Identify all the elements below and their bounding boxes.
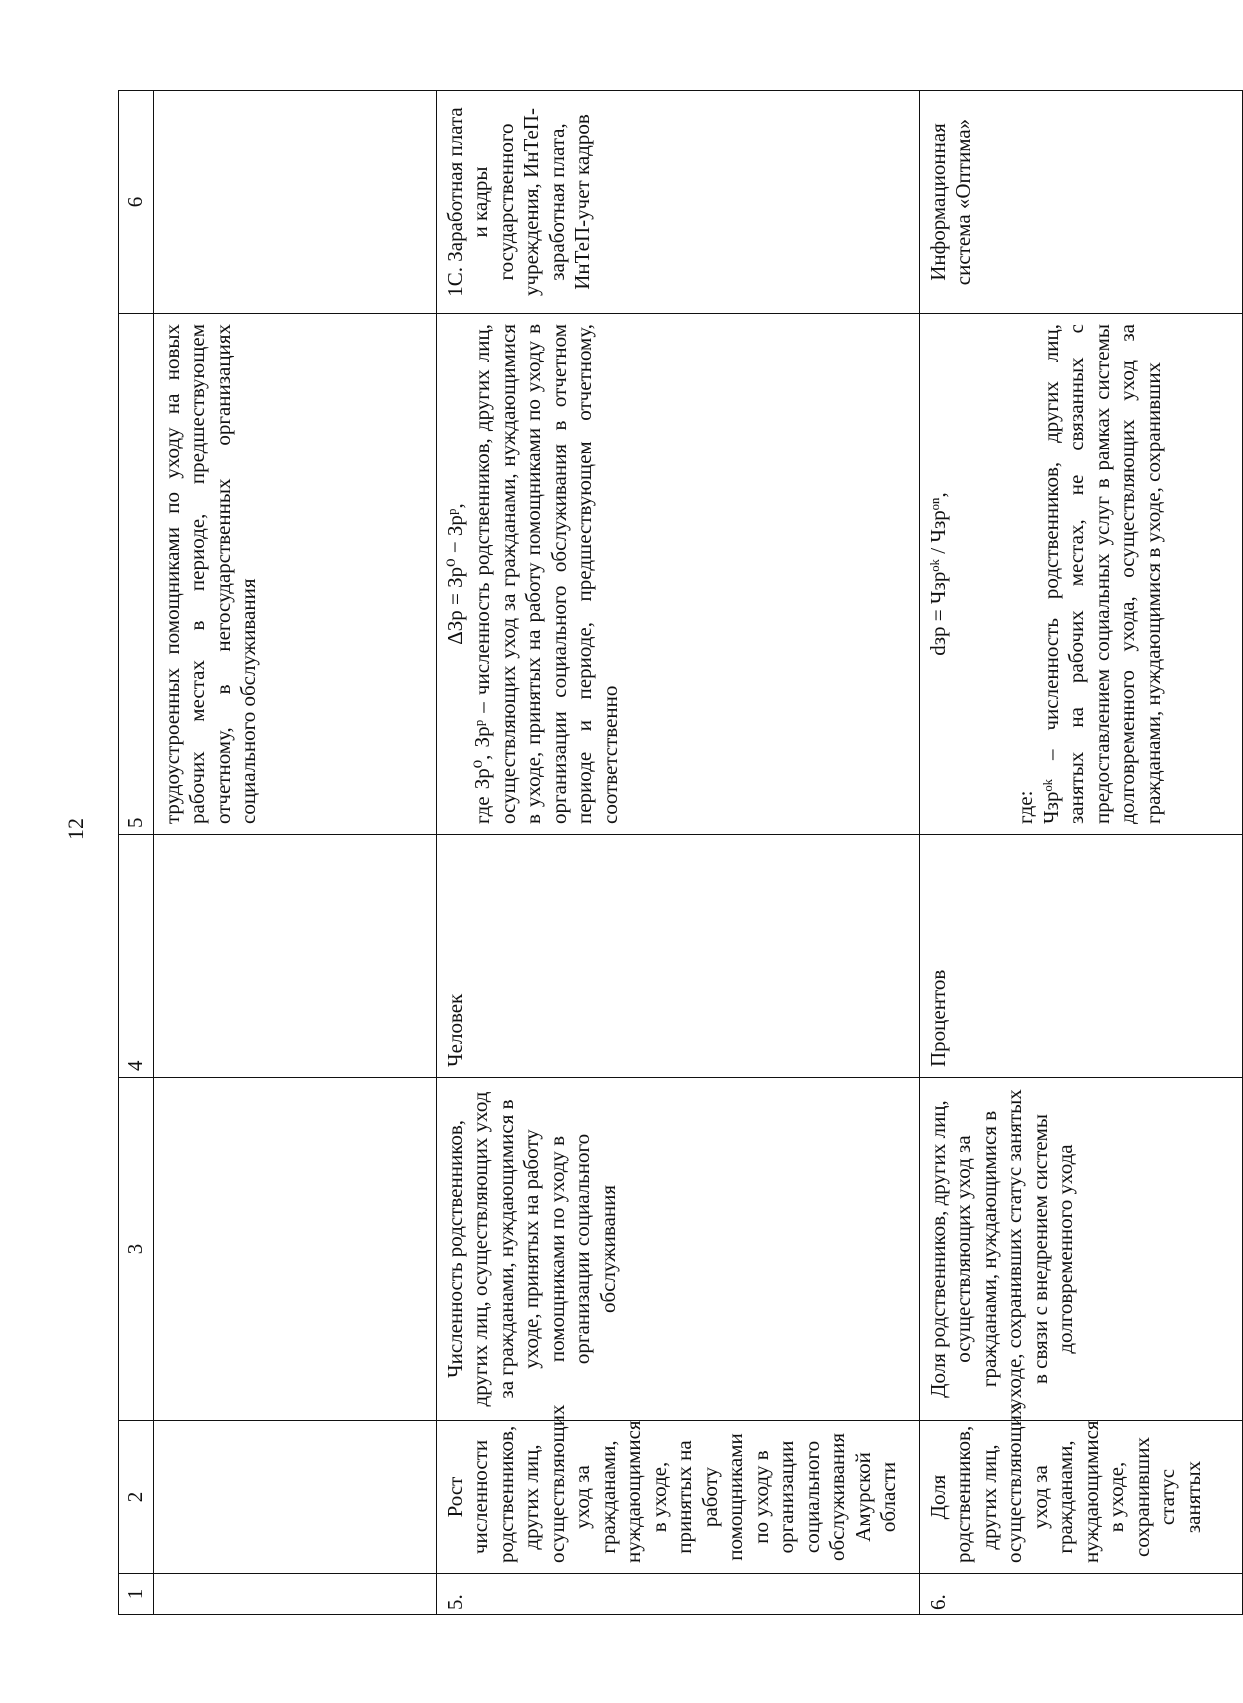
table-row [436,91,919,1615]
unit-of-measure [153,835,436,1078]
data-source: Информационная система «Оптима» [919,91,1242,314]
header-col-1: 1 [119,1574,154,1615]
method-text: трудоустроенных помощниками по уходу на новых рабочих местах в периоде, предшествующем отчетному, в негосударственных организациях социального обслуживания [159,324,260,824]
indicator-name: Рост численности родственников, других лиц, осуществляющих уход за гражданами, нуждающимися в уходе, принятых на работу помощниками по уходу в организации социального обслуживания Амурской области [436,1421,919,1574]
method-text: Чзрᵒᵏ – численность родственников, других лиц, занятых на рабочих местах, не связанных с предоставлением социальных услуг в рамках системы долговременного ухода, осуществляющих уход за гражданами, нуждающимися в уходе, сохранивших [1038,324,1165,824]
document-sheet [118,95,1205,1615]
row-number: 5. [436,1574,919,1615]
header-col-2: 2 [119,1421,154,1574]
method-where: где: [1013,790,1037,824]
method-text: где Зр⁰, Зрᵖ – численность родственников, других лиц, осуществляющих уход за гражданами, нуждающимися в уходе, принятых на работу помощниками по уходу в организации социального обслуживания в отчетном периоде и периоде, предшествующем отчетному, соответственно [470,324,622,824]
indicator-name: Доля родственников, других лиц, осуществляющих уход за гражданами, нуждающимися в уходе, сохранивших статус занятых [919,1421,1242,1574]
unit-of-measure: Процентов [919,835,1242,1078]
indicator-table [118,90,1243,1615]
calculation-method [436,314,919,835]
unit-of-measure: Человек [436,835,919,1078]
indicator-description: Численность родственников, других лиц, осуществляющих уход за гражданами, нуждающимися в уходе, принятых на работу помощниками по уходу в организации социального обслуживания [436,1078,919,1421]
table-row [153,91,436,1615]
header-col-6: 6 [119,91,154,314]
calculation-method [153,314,436,835]
formula: dзр = Чзрᵒᵏ / Чзрᵒⁿ, [925,492,950,656]
indicator-description [153,1078,436,1421]
page-number: 12 [63,818,88,840]
indicator-name [153,1421,436,1574]
header-col-3: 3 [119,1078,154,1421]
header-col-4: 4 [119,835,154,1078]
calculation-method [919,314,1242,835]
data-source: 1С. Заработная плата и кадры государственного учреждения, ИнТеП-заработная плата, ИнТеП-учет кадров [436,91,919,314]
data-source [153,91,436,314]
indicator-description: Доля родственников, других лиц, осуществляющих уход за гражданами, нуждающимися в уходе, сохранивших статус занятых в связи с внедрением системы долговременного ухода [919,1078,1242,1421]
row-number: 6. [919,1574,1242,1615]
table-row [919,91,1242,1615]
table-header-row [119,91,154,1615]
formula: ΔЗр = Зр⁰ − Зрᵖ, [442,503,467,645]
row-number [153,1574,436,1615]
header-col-5: 5 [119,314,154,835]
